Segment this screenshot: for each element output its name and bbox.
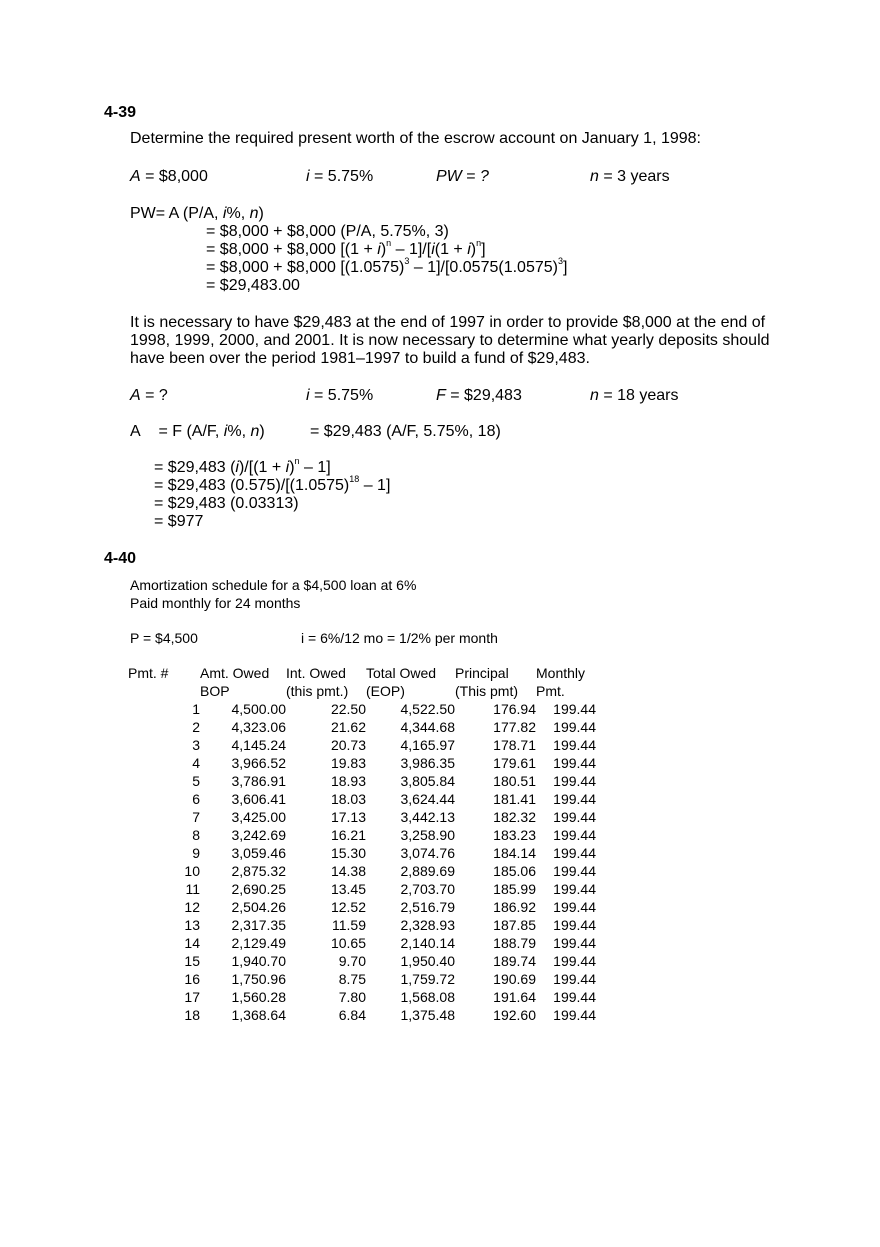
col-header-total-owed: Total Owed — [366, 665, 437, 681]
cell-value: 3,786.91 — [231, 773, 286, 789]
cell-amt-owed-bop — [200, 970, 286, 988]
cell-total-owed-eop — [366, 808, 455, 826]
var-i: i = 5.75% — [306, 168, 374, 185]
cell-value: 11 — [185, 881, 200, 897]
cell-value: 181.41 — [493, 791, 536, 807]
cell-monthly-pmt — [536, 808, 596, 826]
cell-value: 199.44 — [553, 881, 596, 897]
cell-value: 192.60 — [493, 1007, 536, 1023]
var2-f: F = $29,483 — [436, 387, 522, 404]
cell-amt-owed-bop — [200, 880, 286, 898]
cell-value: 199.44 — [553, 737, 596, 753]
table-row — [128, 970, 596, 988]
col-header-amt-owed: Amt. Owed — [200, 665, 270, 681]
cell-value: 15.30 — [330, 845, 366, 861]
cell-principal — [455, 1006, 536, 1024]
cell-pmt-number — [128, 826, 200, 844]
cell-value: 199.44 — [553, 809, 596, 825]
table-row — [128, 718, 596, 736]
cell-amt-owed-bop — [200, 808, 286, 826]
cell-value: 18.93 — [330, 773, 366, 789]
cell-monthly-pmt — [536, 952, 596, 970]
cell-total-owed-eop — [366, 700, 455, 718]
cell-total-owed-eop — [366, 772, 455, 790]
cell-value: 4,145.24 — [231, 737, 286, 753]
cell-int-owed — [286, 718, 366, 736]
table-row — [128, 736, 596, 754]
cell-total-owed-eop — [366, 934, 455, 952]
cell-value: 14 — [184, 935, 200, 951]
cell-value: 17 — [184, 989, 200, 1005]
cell-int-owed — [286, 952, 366, 970]
cell-value: 14.38 — [330, 863, 366, 879]
cell-int-owed — [286, 916, 366, 934]
cell-value: 183.23 — [493, 827, 536, 843]
cell-value: 2,504.26 — [231, 899, 286, 915]
cell-value: 190.69 — [493, 971, 536, 987]
col-subheader-int-owed: (this pmt.) — [286, 683, 349, 699]
cell-value: 2,140.14 — [400, 935, 455, 951]
cell-pmt-number — [128, 808, 200, 826]
cell-total-owed-eop — [366, 916, 455, 934]
cell-int-owed — [286, 988, 366, 1006]
cell-value: 9.70 — [338, 953, 366, 969]
var2-a: A = ? — [130, 387, 168, 404]
cell-value: 3,258.90 — [400, 827, 455, 843]
a-line-3: = $29,483 (0.03313) — [154, 495, 299, 512]
a-formula-first: = $29,483 (A/F, 5.75%, 18) — [310, 423, 501, 440]
cell-value: 199.44 — [553, 773, 596, 789]
cell-value: 22.50 — [330, 701, 366, 717]
var2-i-value: 5.75% — [327, 387, 374, 404]
cell-value: 3,442.13 — [400, 809, 455, 825]
cell-value: 8.75 — [338, 971, 366, 987]
cell-value: 1,750.96 — [231, 971, 286, 987]
cell-amt-owed-bop — [200, 772, 286, 790]
cell-total-owed-eop — [366, 844, 455, 862]
cell-value: 3,624.44 — [400, 791, 455, 807]
cell-amt-owed-bop — [200, 754, 286, 772]
var2-a-value: ? — [158, 387, 168, 404]
table-row — [128, 754, 596, 772]
cell-pmt-number — [128, 1006, 200, 1024]
cell-total-owed-eop — [366, 988, 455, 1006]
cell-principal — [455, 880, 536, 898]
cell-amt-owed-bop — [200, 934, 286, 952]
cell-value: 15 — [184, 953, 200, 969]
cell-value: 19.83 — [330, 755, 366, 771]
cell-pmt-number — [128, 970, 200, 988]
cell-value: 1,940.70 — [231, 953, 286, 969]
cell-total-owed-eop — [366, 718, 455, 736]
cell-value: 1,759.72 — [400, 971, 455, 987]
cell-value: 6.84 — [338, 1007, 366, 1023]
cell-monthly-pmt — [536, 772, 596, 790]
cell-monthly-pmt — [536, 700, 596, 718]
cell-int-owed — [286, 754, 366, 772]
table-row — [128, 1006, 596, 1024]
var-a: A = $8,000 — [130, 168, 208, 185]
cell-value: 8 — [192, 827, 200, 843]
cell-value: 3,059.46 — [231, 845, 286, 861]
cell-monthly-pmt — [536, 790, 596, 808]
cell-int-owed — [286, 862, 366, 880]
cell-monthly-pmt — [536, 898, 596, 916]
cell-value: 10 — [184, 863, 200, 879]
cell-value: 199.44 — [553, 755, 596, 771]
problem-intro: Determine the required present worth of the escrow account on January 1, 1998: — [130, 130, 701, 147]
cell-monthly-pmt — [536, 880, 596, 898]
cell-value: 2,889.69 — [400, 863, 455, 879]
cell-pmt-number — [128, 754, 200, 772]
a-line-2: = $29,483 $(0.575)/[(1.0575)^{18} - 1]$ — [154, 474, 391, 494]
cell-principal — [455, 844, 536, 862]
cell-value: 11.59 — [332, 917, 366, 933]
cell-int-owed — [286, 808, 366, 826]
cell-amt-owed-bop — [200, 826, 286, 844]
cell-monthly-pmt — [536, 826, 596, 844]
cell-value: 176.94 — [493, 701, 536, 717]
cell-int-owed — [286, 844, 366, 862]
a-formula-label: A = F (A/F, i%, n) — [130, 423, 265, 440]
table-row — [128, 790, 596, 808]
cell-monthly-pmt — [536, 988, 596, 1006]
cell-principal — [455, 916, 536, 934]
cell-value: 4,344.68 — [400, 719, 455, 735]
cell-value: 179.61 — [493, 755, 536, 771]
var-pw: PW = ? — [436, 168, 489, 185]
table-row — [128, 808, 596, 826]
cell-amt-owed-bop — [200, 790, 286, 808]
cell-amt-owed-bop — [200, 988, 286, 1006]
cell-int-owed — [286, 880, 366, 898]
explanation-paragraph: It is necessary to have $29,483 at the end of 1997 in order to provide $8,000 at the end of 1998, 1999, 2000, and 2001. It is now necessary to determine what yearly deposits should have been over the period 1981–1997 to build a fund of $29,483. — [130, 314, 770, 367]
cell-pmt-number — [128, 916, 200, 934]
cell-total-owed-eop — [366, 1006, 455, 1024]
cell-monthly-pmt — [536, 754, 596, 772]
cell-amt-owed-bop — [200, 862, 286, 880]
table-row — [128, 844, 596, 862]
cell-value: 199.44 — [553, 719, 596, 735]
cell-principal — [455, 790, 536, 808]
cell-amt-owed-bop — [200, 1006, 286, 1024]
cell-amt-owed-bop — [200, 916, 286, 934]
table-row — [128, 916, 596, 934]
table-row — [128, 988, 596, 1006]
cell-amt-owed-bop — [200, 700, 286, 718]
var-a-value: $8,000 — [158, 168, 208, 185]
cell-value: 199.44 — [553, 971, 596, 987]
cell-value: 18.03 — [330, 791, 366, 807]
cell-monthly-pmt — [536, 718, 596, 736]
table-row — [128, 862, 596, 880]
cell-value: 199.44 — [553, 845, 596, 861]
cell-total-owed-eop — [366, 736, 455, 754]
table-row — [128, 952, 596, 970]
cell-value: 1,560.28 — [231, 989, 286, 1005]
a-result: = $977 — [154, 513, 204, 530]
cell-value: 4,165.97 — [400, 737, 455, 753]
col-subheader-monthly: Pmt. — [536, 683, 565, 699]
cell-int-owed — [286, 1006, 366, 1024]
cell-principal — [455, 952, 536, 970]
col-header-principal: Principal — [455, 665, 509, 681]
col-subheader-total-owed: (EOP) — [366, 683, 405, 699]
cell-value: 199.44 — [553, 953, 596, 969]
cell-pmt-number — [128, 952, 200, 970]
cell-value: 2,516.79 — [400, 899, 455, 915]
cell-value: 21.62 — [330, 719, 366, 735]
cell-value: 2,317.35 — [231, 917, 286, 933]
a-line-1: = $29,483 $(i)/[(1 + i)^n - 1]$ — [154, 456, 331, 476]
cell-principal — [455, 700, 536, 718]
cell-principal — [455, 718, 536, 736]
cell-value: 180.51 — [493, 773, 536, 789]
pw-line-2: = $8,000 + $8,000 $[(1 + i)^n - 1]/[i(1 + i)^n]$ — [206, 238, 486, 258]
cell-value: 1 — [192, 701, 200, 717]
cell-amt-owed-bop — [200, 736, 286, 754]
cell-value: 185.99 — [493, 881, 536, 897]
cell-value: 199.44 — [553, 701, 596, 717]
cell-value: 186.92 — [493, 899, 536, 915]
cell-value: 199.44 — [553, 899, 596, 915]
cell-value: 5 — [192, 773, 200, 789]
pw-formula-label: PW= A (P/A, i%, n) — [130, 205, 264, 222]
amortization-table-body — [128, 700, 596, 1024]
cell-monthly-pmt — [536, 844, 596, 862]
problem-heading-4-40: 4-40 — [104, 550, 137, 567]
cell-total-owed-eop — [366, 826, 455, 844]
cell-value: 1,950.40 — [400, 953, 455, 969]
cell-value: 1,568.08 — [400, 989, 455, 1005]
cell-value: 199.44 — [553, 1007, 596, 1023]
var-pw-value: ? — [480, 168, 489, 185]
cell-value: 3,425.00 — [231, 809, 286, 825]
cell-pmt-number — [128, 934, 200, 952]
schedule-description: Amortization schedule for a $4,500 loan at 6% — [130, 577, 417, 593]
cell-total-owed-eop — [366, 754, 455, 772]
cell-principal — [455, 862, 536, 880]
cell-value: 2,129.49 — [231, 935, 286, 951]
cell-value: 16 — [184, 971, 200, 987]
cell-total-owed-eop — [366, 898, 455, 916]
cell-value: 2,875.32 — [231, 863, 286, 879]
cell-int-owed — [286, 736, 366, 754]
table-row — [128, 826, 596, 844]
cell-value: 13 — [184, 917, 200, 933]
cell-value: 20.73 — [330, 737, 366, 753]
cell-pmt-number — [128, 790, 200, 808]
col-subheader-pmt — [128, 682, 200, 700]
cell-principal — [455, 754, 536, 772]
table-row — [128, 880, 596, 898]
cell-value: 199.44 — [553, 989, 596, 1005]
var-n: n = 3 years — [590, 168, 670, 185]
cell-value: 188.79 — [493, 935, 536, 951]
cell-value: 2,703.70 — [400, 881, 455, 897]
cell-int-owed — [286, 790, 366, 808]
col-subheader-principal: (This pmt) — [455, 683, 518, 699]
pw-line-3: = $8,000 + $8,000 $[(1.0575)^3 - 1]/[0.0575(1.0575)^3]$ — [206, 256, 568, 276]
cell-value: 199.44 — [553, 827, 596, 843]
cell-value: 184.14 — [493, 845, 536, 861]
cell-value: 191.64 — [493, 989, 536, 1005]
cell-pmt-number — [128, 718, 200, 736]
cell-total-owed-eop — [366, 952, 455, 970]
cell-value: 2,690.25 — [231, 881, 286, 897]
cell-monthly-pmt — [536, 970, 596, 988]
cell-pmt-number — [128, 862, 200, 880]
cell-int-owed — [286, 772, 366, 790]
cell-int-owed — [286, 700, 366, 718]
cell-value: 1,375.48 — [400, 1007, 455, 1023]
cell-monthly-pmt — [536, 736, 596, 754]
col-header-monthly: Monthly — [536, 665, 586, 681]
cell-principal — [455, 898, 536, 916]
cell-pmt-number — [128, 736, 200, 754]
var2-f-value: $29,483 — [464, 387, 522, 404]
cell-principal — [455, 736, 536, 754]
cell-pmt-number — [128, 700, 200, 718]
cell-value: 4,323.06 — [231, 719, 286, 735]
loan-rate: i = 6%/12 mo = 1/2% per month — [301, 630, 498, 646]
cell-value: 1,368.64 — [231, 1007, 286, 1023]
cell-int-owed — [286, 898, 366, 916]
cell-value: 7 — [192, 809, 200, 825]
cell-value: 3 — [192, 737, 200, 753]
var2-n: n = 18 years — [590, 387, 679, 404]
cell-pmt-number — [128, 772, 200, 790]
cell-principal — [455, 934, 536, 952]
amortization-table — [128, 664, 596, 1024]
cell-principal — [455, 988, 536, 1006]
var2-i: i = 5.75% — [306, 387, 374, 404]
cell-value: 2,328.93 — [400, 917, 455, 933]
pw-line-1: = $8,000 + $8,000 (P/A, 5.75%, 3) — [206, 223, 449, 240]
cell-value: 10.65 — [330, 935, 366, 951]
cell-value: 187.85 — [493, 917, 536, 933]
col-subheader-amt-owed: BOP — [200, 683, 230, 699]
cell-value: 4,500.00 — [231, 701, 286, 717]
cell-int-owed — [286, 934, 366, 952]
cell-total-owed-eop — [366, 880, 455, 898]
cell-value: 18 — [184, 1007, 200, 1023]
cell-int-owed — [286, 970, 366, 988]
cell-value: 199.44 — [553, 917, 596, 933]
cell-value: 199.44 — [553, 791, 596, 807]
table-header-row-2 — [128, 682, 596, 700]
cell-value: 178.71 — [493, 737, 536, 753]
cell-monthly-pmt — [536, 1006, 596, 1024]
cell-value: 4 — [192, 755, 200, 771]
problem-heading-4-39: 4-39 — [104, 104, 137, 121]
table-row — [128, 898, 596, 916]
cell-value: 4,522.50 — [400, 701, 455, 717]
cell-value: 17.13 — [330, 809, 366, 825]
cell-amt-owed-bop — [200, 718, 286, 736]
cell-pmt-number — [128, 988, 200, 1006]
cell-value: 13.45 — [330, 881, 366, 897]
cell-value: 199.44 — [553, 935, 596, 951]
cell-pmt-number — [128, 880, 200, 898]
cell-principal — [455, 826, 536, 844]
var-n-value: 3 years — [617, 168, 670, 185]
table-row — [128, 772, 596, 790]
cell-value: 177.82 — [493, 719, 536, 735]
cell-int-owed — [286, 826, 366, 844]
pw-result: = $29,483.00 — [206, 277, 300, 294]
cell-value: 9 — [192, 845, 200, 861]
table-row — [128, 700, 596, 718]
cell-principal — [455, 808, 536, 826]
cell-value: 189.74 — [493, 953, 536, 969]
cell-value: 3,805.84 — [400, 773, 455, 789]
cell-amt-owed-bop — [200, 952, 286, 970]
var2-n-value: 18 years — [617, 387, 679, 404]
cell-value: 3,242.69 — [231, 827, 286, 843]
cell-value: 3,986.35 — [400, 755, 455, 771]
cell-value: 182.32 — [493, 809, 536, 825]
schedule-term: Paid monthly for 24 months — [130, 595, 301, 611]
cell-amt-owed-bop — [200, 844, 286, 862]
cell-value: 12 — [184, 899, 200, 915]
cell-monthly-pmt — [536, 862, 596, 880]
var-i-value: 5.75% — [327, 168, 374, 185]
cell-value: 12.52 — [330, 899, 366, 915]
col-header-int-owed: Int. Owed — [286, 665, 346, 681]
cell-pmt-number — [128, 898, 200, 916]
cell-monthly-pmt — [536, 916, 596, 934]
table-header-row-1 — [128, 664, 596, 682]
cell-total-owed-eop — [366, 970, 455, 988]
cell-principal — [455, 970, 536, 988]
col-header-pmt: Pmt. # — [128, 665, 169, 681]
table-row — [128, 934, 596, 952]
loan-principal: P = $4,500 — [130, 630, 198, 646]
cell-total-owed-eop — [366, 862, 455, 880]
cell-value: 199.44 — [553, 863, 596, 879]
cell-value: 185.06 — [493, 863, 536, 879]
cell-total-owed-eop — [366, 790, 455, 808]
cell-principal — [455, 772, 536, 790]
cell-amt-owed-bop — [200, 898, 286, 916]
cell-pmt-number — [128, 844, 200, 862]
cell-monthly-pmt — [536, 934, 596, 952]
cell-value: 6 — [192, 791, 200, 807]
cell-value: 16.21 — [330, 827, 366, 843]
cell-value: 3,074.76 — [400, 845, 455, 861]
cell-value: 7.80 — [338, 989, 366, 1005]
cell-value: 2 — [192, 719, 200, 735]
cell-value: 3,606.41 — [231, 791, 286, 807]
cell-value: 3,966.52 — [231, 755, 286, 771]
